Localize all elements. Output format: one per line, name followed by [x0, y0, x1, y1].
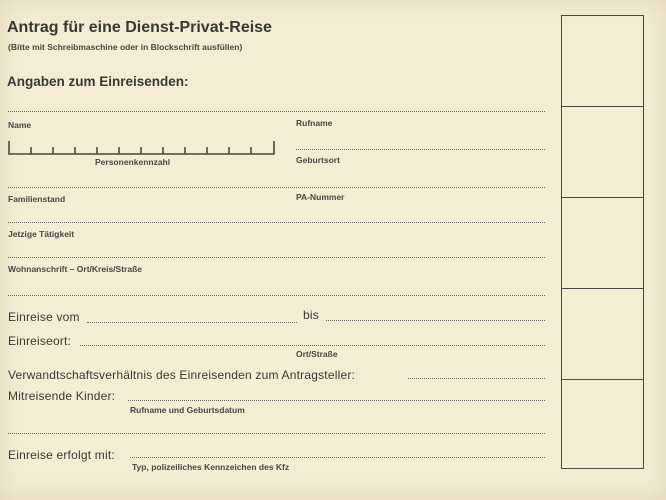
- verwandtschaft-field-line[interactable]: [408, 378, 545, 379]
- taetigkeit-label: Jetzige Tätigkeit: [8, 229, 75, 239]
- geburtsort-label: Geburtsort: [296, 155, 340, 165]
- rufname-geburtsdatum-label: Rufname und Geburtsdatum: [130, 405, 245, 415]
- stamp-box-2: [562, 106, 643, 198]
- stamp-box-1: [562, 16, 643, 107]
- bis-label: bis: [303, 308, 319, 322]
- name-label: Name: [8, 120, 32, 130]
- mitreisende-kinder-field-line-2[interactable]: [8, 433, 545, 434]
- einreiseort-label: Einreiseort:: [8, 334, 72, 348]
- bis-field-line[interactable]: [326, 320, 545, 321]
- typ-kennzeichen-label: Typ, polizeiliches Kennzeichen des Kfz: [132, 462, 290, 472]
- einreise-erfolgt-field-line[interactable]: [130, 457, 545, 458]
- form-subtitle: (Bitte mit Schreibmaschine oder in Blockschrift ausfüllen): [8, 42, 243, 52]
- stamp-box-column: [561, 15, 644, 469]
- personenkennzahl-label: Personenkennzahl: [95, 157, 171, 167]
- form-title: Antrag für eine Dienst-Privat-Reise: [7, 19, 272, 36]
- wohnanschrift-field-line-2[interactable]: [8, 295, 545, 296]
- pa-nummer-label: PA-Nummer: [296, 192, 345, 202]
- einreise-vom-field-line[interactable]: [87, 322, 297, 323]
- rufname-label: Rufname: [296, 118, 333, 128]
- section-heading: Angaben zum Einreisenden:: [7, 74, 189, 89]
- einreiseort-field-line[interactable]: [80, 345, 545, 346]
- stamp-box-3: [562, 197, 643, 289]
- wohnanschrift-field-line[interactable]: [8, 257, 545, 258]
- personenkennzahl-boxes[interactable]: [8, 138, 278, 156]
- familienstand-label: Familienstand: [8, 194, 66, 204]
- mitreisende-kinder-label: Mitreisende Kinder:: [8, 389, 116, 403]
- familienstand-field-line[interactable]: [8, 187, 545, 188]
- taetigkeit-field-line[interactable]: [8, 222, 545, 223]
- name-field-line[interactable]: [8, 111, 545, 112]
- verwandtschaft-label: Verwandtschaftsverhältnis des Einreisenden zum Antragsteller:: [8, 368, 356, 382]
- einreise-erfolgt-label: Einreise erfolgt mit:: [8, 448, 115, 462]
- geburtsort-field-line[interactable]: [296, 149, 545, 150]
- stamp-box-4: [562, 288, 643, 380]
- ort-strasse-label: Ort/Straße: [296, 349, 338, 359]
- mitreisende-kinder-field-line[interactable]: [128, 400, 545, 401]
- wohnanschrift-label: Wohnanschrift – Ort/Kreis/Straße: [8, 264, 142, 274]
- einreise-vom-label: Einreise vom: [8, 310, 80, 324]
